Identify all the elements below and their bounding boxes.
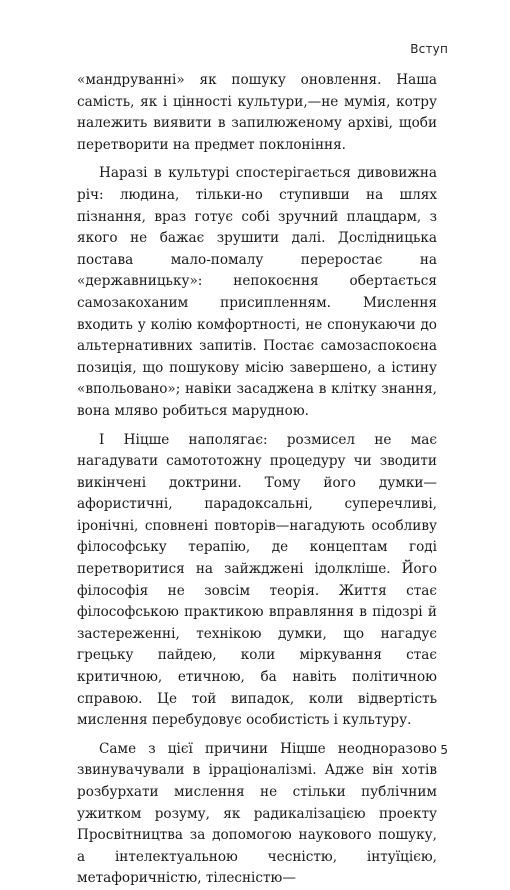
paragraph-2: Наразі в культурі спостерігається дивовижна річ: людина, тільки-но ступивши на шлях пізнання, враз готує собі зручний плацдарм, з якого не бажає зрушити далі. Дослідницька постава мало-помалу переростає на «державницьку»: непокоєння обертається самозакоханим присипленням. Мислення входить у колію комфортності, не спонукаючи до альтернативних запитів. Постає самозаспокоєна позиція, що пошукову місію завершено, а істину «впольовано»; навіки засаджена в клітку знання, вона мляво робиться марудною. xyxy=(77,165,437,419)
paragraph-3: І Ніцше наполягає: розмисел не має нагадувати самототожну процедуру чи зводити викінчені доктрини. Тому його думки—афористичні, парадоксальні, суперечливі, іронічні, сповнені повторів—нагадують особливу філософську терапію, де концептам годі перетворитися на зайжджені ідолкліше. Його філософія не зовсім теорія. Життя стає філософською практикою вправляння в підозрі й застереженні, технікою думки, що нагадує грецьку пайдею, коли міркування стає критичною, етичною, ба навіть політичною справою. Це той випадок, коли відвертість мислення перебудовує особистість і культуру. xyxy=(77,431,437,729)
paragraph-4: Саме з цієї причини Ніцше неодноразово звинувачували в ірраціоналізмі. Адже він хотів розбурхати мислення не стільки публічним ужитком розуму, як радикалізацією проекту Просвітництва за допомогою наукового пошуку, а інтелектуальною чесністю, інтуїцією, метафоричністю, тілесністю— xyxy=(77,740,437,887)
running-head: Вступ xyxy=(410,42,448,56)
page-number: 5 xyxy=(440,743,448,757)
body-text xyxy=(77,70,437,890)
paragraph-1: «мандруванні» як пошуку оновлення. Наша самість, як і цінності культури,—не мумія, котру належить виявити в запилюженому архіві, щоби перетворити на предмет поклоніння. xyxy=(77,72,437,153)
